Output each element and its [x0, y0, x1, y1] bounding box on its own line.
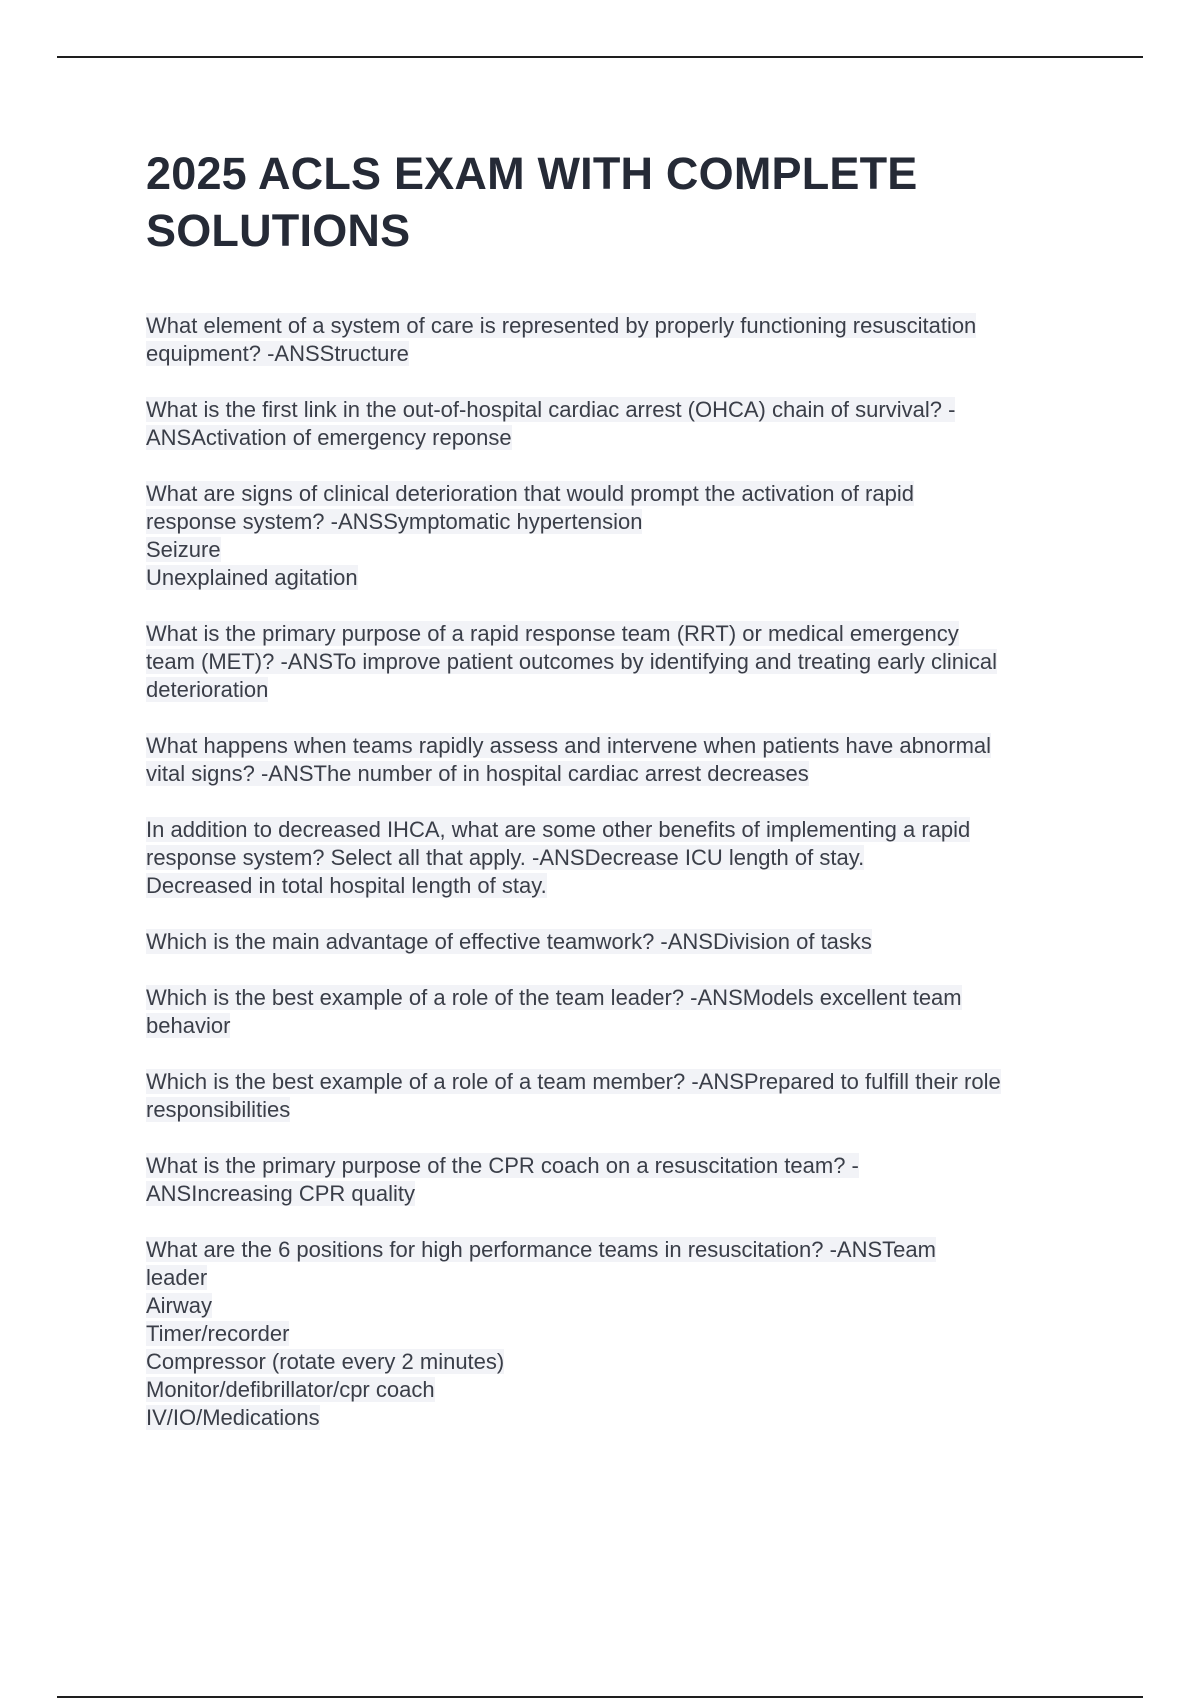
qa-item	[146, 396, 1106, 452]
qa-item	[146, 984, 1106, 1040]
qa-line-text: What is the primary purpose of a rapid response team (RRT) or medical emergency	[146, 621, 959, 646]
qa-line-text: IV/IO/Medications	[146, 1405, 320, 1430]
qa-line-text: Airway	[146, 1293, 213, 1318]
qa-line-text: Unexplained agitation	[146, 565, 358, 590]
qa-line	[146, 396, 1106, 424]
qa-line-text: leader	[146, 1265, 208, 1290]
qa-line	[146, 760, 1106, 788]
qa-line-text: response system? -ANSSymptomatic hypertension	[146, 509, 643, 534]
qa-line-text: Which is the best example of a role of a team member? -ANSPrepared to fulfill their role	[146, 1069, 1001, 1094]
qa-line	[146, 536, 1106, 564]
qa-line-text: Compressor (rotate every 2 minutes)	[146, 1349, 505, 1374]
qa-line-text: Seizure	[146, 537, 221, 562]
qa-line-text: Timer/recorder	[146, 1321, 290, 1346]
qa-item	[146, 1236, 1106, 1432]
qa-line	[146, 844, 1106, 872]
qa-line-text: What is the first link in the out-of-hospital cardiac arrest (OHCA) chain of survival? -	[146, 397, 956, 422]
qa-list	[146, 312, 1106, 1460]
qa-line	[146, 1236, 1106, 1264]
qa-line	[146, 648, 1106, 676]
qa-line	[146, 732, 1106, 760]
qa-item	[146, 480, 1106, 592]
qa-item	[146, 312, 1106, 368]
qa-line-text: behavior	[146, 1013, 231, 1038]
qa-line-text: responsibilities	[146, 1097, 291, 1122]
document-body	[146, 145, 1106, 1430]
qa-line-text: deterioration	[146, 677, 269, 702]
qa-line	[146, 984, 1106, 1012]
qa-item	[146, 1068, 1106, 1124]
qa-line-text: team (MET)? -ANSTo improve patient outcomes by identifying and treating early clinical	[146, 649, 998, 674]
qa-line	[146, 1068, 1106, 1096]
top-rule	[57, 56, 1143, 58]
qa-item	[146, 1152, 1106, 1208]
qa-line-text: What are signs of clinical deterioration that would prompt the activation of rapid	[146, 481, 914, 506]
qa-line-text: In addition to decreased IHCA, what are some other benefits of implementing a rapid	[146, 817, 971, 842]
qa-line-text: What element of a system of care is represented by properly functioning resuscitation	[146, 313, 977, 338]
qa-line	[146, 1012, 1106, 1040]
qa-line-text: What is the primary purpose of the CPR coach on a resuscitation team? -	[146, 1153, 859, 1178]
qa-line-text: Which is the main advantage of effective teamwork? -ANSDivision of tasks	[146, 929, 872, 954]
document-title: 2025 ACLS EXAM WITH COMPLETE SOLUTIONS	[146, 148, 918, 256]
qa-item	[146, 816, 1106, 900]
qa-line	[146, 620, 1106, 648]
qa-line-text: What are the 6 positions for high performance teams in resuscitation? -ANSTeam	[146, 1237, 936, 1262]
qa-line-text: Which is the best example of a role of the team leader? -ANSModels excellent team	[146, 985, 962, 1010]
qa-line	[146, 480, 1106, 508]
qa-line	[146, 1264, 1106, 1292]
qa-line	[146, 508, 1106, 536]
qa-line-text: Decreased in total hospital length of stay.	[146, 873, 547, 898]
qa-line	[146, 872, 1106, 900]
qa-line	[146, 928, 1106, 956]
qa-line-text: ANSActivation of emergency reponse	[146, 425, 512, 450]
qa-line-text: ANSIncreasing CPR quality	[146, 1181, 416, 1206]
qa-line-text: What happens when teams rapidly assess and intervene when patients have abnormal	[146, 733, 992, 758]
bottom-rule	[57, 1696, 1143, 1698]
qa-item	[146, 620, 1106, 704]
qa-line	[146, 1348, 1106, 1376]
qa-line	[146, 1404, 1106, 1432]
qa-line	[146, 424, 1106, 452]
qa-item	[146, 928, 1106, 956]
qa-line	[146, 1320, 1106, 1348]
qa-line	[146, 1152, 1106, 1180]
qa-line	[146, 1096, 1106, 1124]
qa-line	[146, 312, 1106, 340]
qa-line-text: Monitor/defibrillator/cpr coach	[146, 1377, 435, 1402]
qa-line	[146, 1292, 1106, 1320]
qa-line	[146, 564, 1106, 592]
qa-line-text: vital signs? -ANSThe number of in hospital cardiac arrest decreases	[146, 761, 809, 786]
qa-line	[146, 1376, 1106, 1404]
qa-line	[146, 340, 1106, 368]
qa-line	[146, 1180, 1106, 1208]
qa-line-text: response system? Select all that apply. -ANSDecrease ICU length of stay.	[146, 845, 865, 870]
qa-item	[146, 732, 1106, 788]
qa-line	[146, 816, 1106, 844]
qa-line	[146, 676, 1106, 704]
qa-line-text: equipment? -ANSStructure	[146, 341, 409, 366]
